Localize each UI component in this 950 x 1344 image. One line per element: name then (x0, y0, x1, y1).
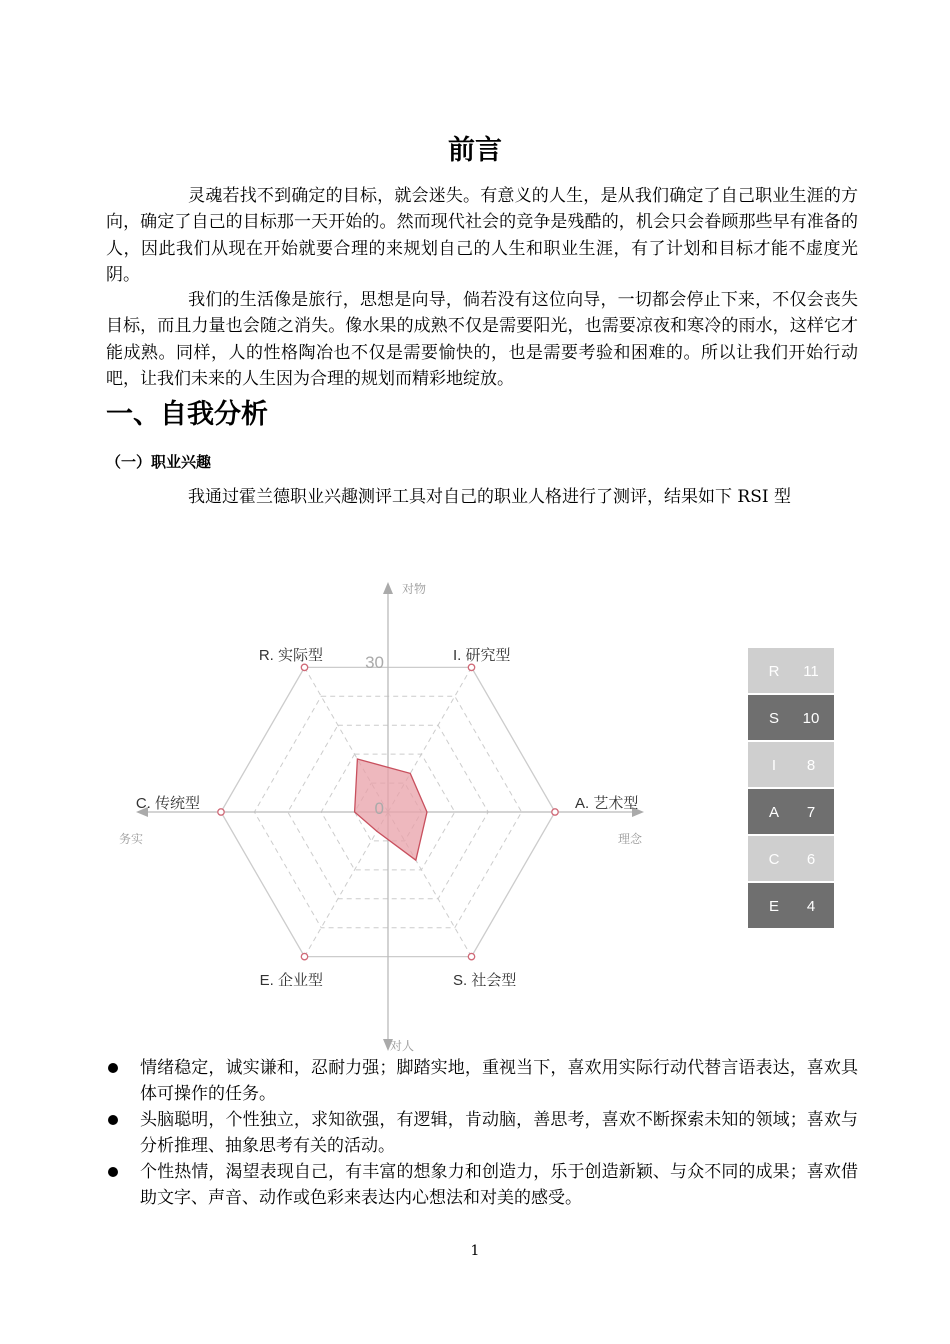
axis-label-s: S. 社会型 (453, 972, 517, 989)
score-code: I (771, 757, 777, 774)
radar-vertex-marker (301, 664, 307, 670)
score-row (748, 836, 834, 881)
radar-vertex-marker (552, 809, 558, 815)
axis-label-a: A. 艺术型 (575, 795, 639, 812)
page-number: 1 (470, 1243, 480, 1259)
axis-label-i: I. 研究型 (453, 647, 511, 664)
section-heading-self-analysis: 一、自我分析 (106, 399, 268, 430)
score-code: A (768, 804, 780, 821)
bullet-icon (108, 1115, 118, 1125)
page-title: 前言 (448, 135, 502, 166)
subsection-heading-interest: （一）职业兴趣 (106, 453, 212, 471)
intro-paragraph: 我通过霍兰德职业兴趣测评工具对自己的职业人格进行了测评，结果如下 RSI 型 (188, 487, 791, 507)
radar-labels (119, 581, 643, 1053)
axis-label-c: C. 传统型 (135, 795, 200, 812)
score-value: 6 (806, 851, 816, 868)
score-row (748, 742, 834, 787)
score-table (748, 648, 834, 928)
score-row (748, 648, 834, 693)
list-item: 头脑聪明，个性独立，求知欲强，有逻辑，肯动脑，善思考，喜欢不断探索未知的领域；喜欢与分析推理、抽象思考有关的活动。 (106, 1107, 858, 1159)
scale-min-label: 0 (374, 799, 384, 818)
trait-list (106, 1055, 858, 1211)
axis-label-r: R. 实际型 (258, 647, 323, 664)
score-code: R (768, 663, 780, 680)
axis-label-e: E. 企业型 (259, 972, 323, 989)
score-row (748, 789, 834, 834)
list-item: 情绪稳定，诚实谦和，忍耐力强；脚踏实地，重视当下，喜欢用实际行动代替言语表达，喜欢具体可操作的任务。 (106, 1055, 858, 1107)
score-row (748, 695, 834, 740)
preface-paragraph-1: 灵魂若找不到确定的目标，就会迷失。有意义的人生，是从我们确定了自己职业生涯的方向，确定了自己的目标那一天开始的。然而现代社会的竞争是残酷的，机会只会眷顾那些早有准备的人，因此我们从现在开始就要合理的来规划自己的人生和职业生涯，有了计划和目标才能不虚度光阴。 (106, 186, 858, 285)
radar-vertex-marker (468, 664, 474, 670)
score-value: 10 (802, 710, 820, 727)
scale-max-label: 30 (365, 653, 384, 672)
score-value: 7 (806, 804, 816, 821)
score-value: 8 (806, 757, 816, 774)
bullet-icon (108, 1167, 118, 1177)
direction-label-bottom: 对人 (390, 1039, 415, 1053)
direction-label-left: 务实 (118, 832, 143, 846)
bullet-icon (108, 1063, 118, 1073)
radar-spoke (305, 812, 389, 957)
radar-vertex-marker (218, 809, 224, 815)
score-code: E (768, 898, 780, 915)
list-item: 个性热情，渴望表现自己，有丰富的想象力和创造力，乐于创造新颖、与众不同的成果；喜欢借助文字、声音、动作或色彩来表达内心想法和对美的感受。 (106, 1159, 858, 1211)
score-value: 4 (806, 898, 816, 915)
radar-vertex-marker (301, 953, 307, 959)
score-code: S (768, 710, 780, 727)
preface-paragraph-2: 我们的生活像是旅行，思想是向导，倘若没有这位向导，一切都会停止下来，不仅会丧失目标，而且力量也会随之消失。像水果的成熟不仅是需要阳光，也需要凉夜和寒冷的雨水，这样它才能成熟。同样，人的性格陶冶也不仅是需要愉快的，也是需要考验和困难的。所以让我们开始行动吧，让我们未来的人生因为合理的规划而精彩地绽放。 (106, 290, 858, 389)
score-code: C (768, 851, 780, 868)
radar-data-polygon (355, 759, 427, 860)
radar-vertex-marker (468, 953, 474, 959)
score-row (748, 883, 834, 928)
direction-label-top: 对物 (402, 582, 427, 596)
arrow-up-icon (383, 582, 393, 594)
score-value: 11 (803, 663, 819, 680)
direction-label-right: 理念 (618, 832, 643, 846)
holland-radar-chart (100, 570, 860, 1055)
